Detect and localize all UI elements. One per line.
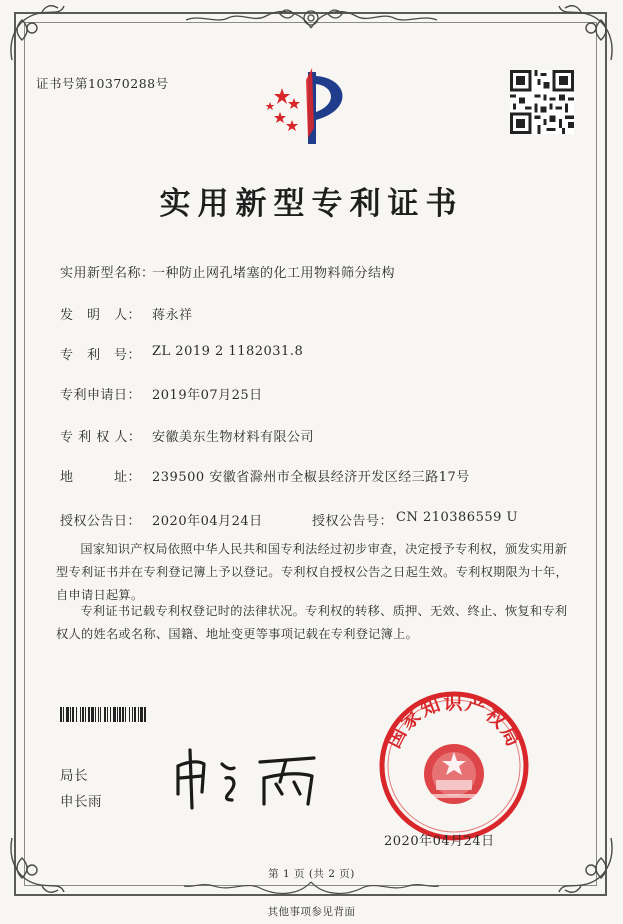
corner-ornament-bottom-right: [551, 828, 621, 898]
official-seal: [378, 690, 530, 842]
field-value-patent-number: ZL 2019 2 1182031.8: [152, 344, 304, 359]
legal-status-paragraph: 专利证书记载专利权登记时的法律状况。专利权的转移、质押、无效、终止、恢复和专利权人的姓名或名称、国籍、地址变更等事项记载在专利登记簿上。: [56, 604, 568, 641]
grant-statement-paragraph: 国家知识产权局依照中华人民共和国专利法经过初步审查，决定授予专利权，颁发实用新型专利证书并在专利登记簿上予以登记。专利权自授权公告之日起生效。专利权期限为十年，自申请日起算。: [56, 542, 568, 602]
corner-ornament-bottom-left: [2, 828, 72, 898]
field-value-inventor: 蒋永祥: [152, 308, 193, 323]
top-ornament: [180, 4, 443, 32]
field-value-utility-model-name: 一种防止网孔堵塞的化工用物料筛分结构: [152, 266, 396, 281]
certificate-number: 证书号第10370288号: [36, 76, 169, 91]
field-label-address: 地 址：: [60, 470, 142, 485]
field-label-utility-model-name: 实用新型名称：: [60, 266, 155, 281]
svg-text:国家知识产权局: [383, 691, 526, 752]
national-emblem-icon: [424, 744, 484, 804]
bottom-ornament: [180, 878, 443, 900]
seal-date: 2020年04月24日: [384, 834, 495, 849]
barcode-icon: [60, 707, 227, 722]
field-label-inventor: 发 明 人：: [60, 308, 142, 323]
grant-number-value: CN 210386559 U: [396, 510, 518, 525]
field-label-application-date: 专利申请日：: [60, 388, 142, 403]
corner-ornament-top-left: [2, 0, 72, 70]
corner-ornament-top-right: [551, 0, 621, 70]
grant-number-label: 授权公告号：: [312, 514, 394, 529]
field-value-address: 239500 安徽省滁州市全椒县经济开发区经三路17号: [152, 470, 470, 485]
field-value-patentee: 安徽美东生物材料有限公司: [152, 430, 315, 445]
field-label-patentee: 专 利 权 人：: [60, 430, 142, 445]
grant-date-label: 授权公告日：: [60, 514, 142, 529]
field-value-application-date: 2019年07月25日: [152, 388, 263, 403]
qr-code-icon: [510, 70, 574, 134]
back-note: 其他事项参见背面: [267, 906, 356, 918]
seal-text: 国家知识产权局: [382, 691, 526, 752]
director-title: 局长: [60, 768, 88, 784]
director-signature-icon: [168, 742, 328, 812]
certificate-title: 实用新型专利证书: [159, 186, 464, 222]
director-name: 申长雨: [60, 794, 102, 810]
field-label-patent-number: 专 利 号：: [60, 348, 142, 363]
cnipa-emblem-icon: [262, 68, 362, 148]
grant-date-value: 2020年04月24日: [152, 514, 263, 529]
page-number: 第 1 页 (共 2 页): [268, 868, 355, 880]
